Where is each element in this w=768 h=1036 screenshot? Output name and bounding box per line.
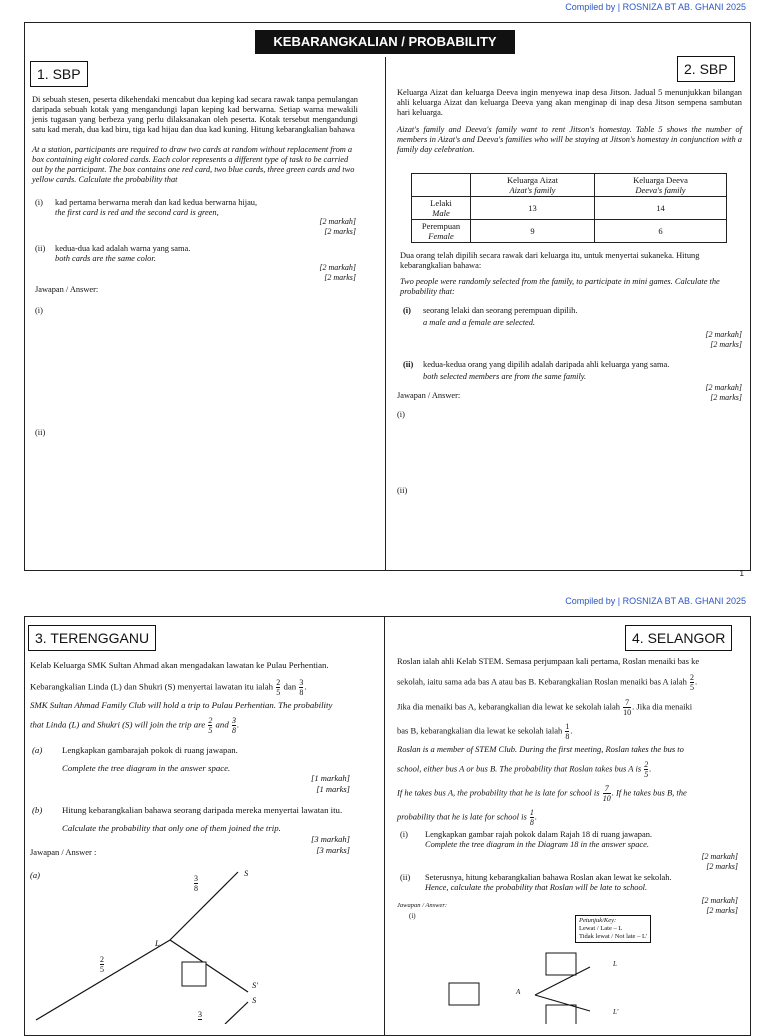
- q4-line-6: school, either bus A or bus B. The probability that Roslan takes bus A is $\frac{2}{5}$ .: [397, 760, 652, 779]
- q3-answer-heading: Jawapan / Answer :: [30, 847, 97, 857]
- denominator: 5: [690, 683, 694, 692]
- denominator: 8: [529, 818, 534, 827]
- marks-english: [2 marks]: [324, 272, 356, 282]
- q2-answer-i-label: (i): [397, 410, 405, 419]
- q3-line-1: Kelab Keluarga SMK Sultan Ahmad akan mengadakan lawatan ke Pulau Perhentian.: [30, 660, 329, 670]
- conjunction: and: [215, 719, 229, 730]
- q3-part-a-english: Complete the tree diagram in the answer space.: [62, 763, 231, 773]
- tree-branch: [170, 872, 238, 940]
- q4-line-2-text: sekolah, iaitu sama ada bas A atau bas B. Kebarangkalian Roslan menaiki bas A ialah: [397, 676, 687, 687]
- q1-part-i-marks: [319, 217, 356, 236]
- denominator: 8: [299, 688, 304, 697]
- header-english: Aizat's family: [509, 185, 556, 195]
- q2-part-i-label: (i): [403, 306, 411, 315]
- answer-box[interactable]: [182, 962, 206, 986]
- table-cell: 13: [471, 197, 595, 220]
- column-divider: [385, 57, 386, 570]
- marks-malay: [2 markah]: [701, 896, 738, 905]
- denominator: 5: [644, 770, 649, 779]
- fraction-three-eighths: [299, 678, 303, 697]
- q4-line-1: Roslan ialah ahli Kelab STEM. Semasa perjumpaan kali pertama, Roslan menaiki bas ke: [397, 656, 700, 666]
- answer-box[interactable]: [546, 953, 576, 975]
- q3-line-4-text: that Linda (L) and Shukri (S) will join the trip are: [30, 719, 206, 730]
- q4-part-i-marks: [701, 852, 738, 871]
- denominator: 8: [194, 884, 198, 893]
- tree-label-L: L: [613, 960, 617, 968]
- column-divider: [384, 617, 385, 1035]
- q3-line-3: SMK Sultan Ahmad Family Club will hold a trip to Pulau Perhentian. The probability: [30, 700, 333, 710]
- tree-label-A: A: [516, 988, 521, 996]
- q4-part-i-label: (i): [400, 830, 408, 839]
- q4-line-3: [397, 698, 742, 717]
- tree-label-S: S: [244, 868, 249, 878]
- q1-part-i-label: (i): [35, 198, 43, 207]
- table-cell: 6: [594, 220, 726, 243]
- q4-line-2: sekolah, iaitu sama ada bas A atau bas B. Kebarangkalian Roslan menaiki bas A ialah $\frac{2}{5}$ .: [397, 673, 698, 692]
- table-cell: 14: [594, 197, 726, 220]
- q3-part-a-malay: Lengkapkan gambarajah pokok di ruang jawapan.: [62, 745, 238, 755]
- tree-label-L-prime: L': [613, 1008, 619, 1016]
- q1-part-ii-marks: [319, 263, 356, 282]
- numerator: 2: [100, 955, 104, 964]
- question-2-malay-text: Keluarga Aizat dan keluarga Deeva ingin menyewa inap desa Jitson. Jadual 5 menunjukkan bilangan ahli keluarga Aizat dan keluarga Deeva yang akan menginap di inap desa Jitson sempena sambutan hari keluarga.: [397, 88, 742, 117]
- table-header-aizat: [471, 174, 595, 197]
- q2-answer-ii-label: (ii): [397, 486, 408, 495]
- marks-malay: [2 markah]: [705, 330, 742, 339]
- header-english: Deeva's family: [635, 185, 686, 195]
- answer-box[interactable]: [449, 983, 479, 1005]
- denominator: 10: [623, 708, 632, 717]
- header-malay: Keluarga Deeva: [633, 175, 688, 185]
- compiler-credit: Compiled by | ROSNIZA BT AB. GHANI 2025: [565, 2, 746, 12]
- fraction-one-eighth: [530, 808, 534, 827]
- page-number: 1: [739, 569, 744, 578]
- tree-fraction-bottom: 3: [198, 1010, 202, 1019]
- q3-answer-a-label: (a): [30, 870, 40, 880]
- q4-line-7-tail: . If he takes bus B, the: [611, 787, 687, 798]
- question-2-tag: 2. SBP: [677, 56, 735, 82]
- answer-box[interactable]: [546, 1005, 576, 1024]
- row-malay: Perempuan: [421, 221, 461, 231]
- q3-part-b-marks: [311, 834, 350, 856]
- tree-diagram-roslan: [425, 945, 665, 1024]
- q4-line-3-tail: . Jika dia menaiki: [632, 701, 693, 712]
- numerator: 7: [604, 784, 609, 793]
- q4-answer-heading: Jawapan / Answer:: [397, 902, 448, 909]
- marks-malay: [2 markah]: [705, 383, 742, 392]
- page-title: KEBARANGKALIAN / PROBABILITY: [255, 30, 515, 54]
- numerator: 2: [208, 716, 213, 725]
- marks-malay: [2 markah]: [319, 217, 356, 226]
- q1-part-i-malay: kad pertama berwarna merah dan kad kedua berwarna hijau,: [55, 198, 258, 207]
- numerator: 7: [625, 698, 630, 707]
- key-item-not-late: Tidak lewat / Not late – L': [579, 933, 648, 940]
- q4-part-ii-label: (ii): [400, 873, 411, 882]
- denominator: 5: [100, 965, 104, 974]
- tree-label-S-lower: S: [252, 995, 257, 1005]
- row-malay: Lelaki: [430, 198, 452, 208]
- marks-english: [2 marks]: [706, 861, 738, 871]
- q4-line-4-text: bas B, kebarangkalian dia lewat ke sekolah ialah: [397, 725, 563, 736]
- fraction-three-eighths: [232, 716, 236, 735]
- q2-part-ii-label: (ii): [403, 360, 414, 369]
- key-title: Petunjuk/Key:: [579, 917, 617, 924]
- q1-answer-i-label: (i): [35, 306, 43, 315]
- q2-part-i-malay: seorang lelaki dan seorang perempuan dipilih.: [423, 306, 578, 315]
- tree-fraction-left: [100, 955, 104, 974]
- row-english: Male: [432, 208, 450, 218]
- q4-line-5: Roslan is a member of STEM Club. During the first meeting, Roslan takes the bus to: [397, 744, 684, 754]
- q2-part-ii-malay: kedua-kedua orang yang dipilih adalah daripada ahli keluarga yang sama.: [423, 360, 670, 369]
- q1-part-ii-english: both cards are the same color.: [55, 254, 156, 263]
- question-1-tag: 1. SBP: [30, 61, 88, 87]
- q3-line-2-text: Kebarangkalian Linda (L) dan Shukri (S) menyertai lawatan itu ialah: [30, 681, 274, 692]
- family-members-table: [411, 173, 727, 243]
- question-1-english-text: At a station, participants are required to draw two cards at random without replacement from a box containing eight colored cards. Each color represents a different type of task to be carried out by the participant. The box contains one red card, two blue cards, three green cards and two yellow cards. Calculate the probability that: [32, 145, 355, 184]
- marks-malay: [1 markah]: [311, 773, 350, 783]
- fraction-seven-tenths: [623, 698, 631, 717]
- q4-line-7: [397, 784, 742, 803]
- q4-line-8: probability that he is late for school is $\frac{1}{8}$ .: [397, 808, 538, 827]
- fraction-two-fifths: [644, 760, 648, 779]
- question-1-malay-text: Di sebuah stesen, peserta dikehendaki mencabut dua keping kad secara rawak tanpa pemulangan daripada sebuah kotak yang mengandungi lapan keping kad berwarna. Setiap warna mewakili jenis tugasan yang berbeza yang perlu dilaksanakan oleh peserta. Kotak tersebut mengandungi satu kad merah, dua kad biru, tiga kad hijau dan dua kad kuning. Hitung kebarangkalian bahawa: [32, 95, 358, 134]
- numerator: 3: [299, 678, 304, 687]
- tree-fraction-top: [194, 874, 198, 893]
- table-row-female-label: [412, 220, 471, 243]
- table-header-deeva: [594, 174, 726, 197]
- table-row-male-label: [412, 197, 471, 220]
- q2-part-i-english: a male and a female are selected.: [423, 318, 536, 327]
- key-item-late: Lewat / Late – L: [579, 925, 623, 932]
- q4-line-3-text: Jika dia menaiki bas A, kebarangkalian dia lewat ke sekolah ialah: [397, 701, 621, 712]
- numerator: 2: [690, 673, 694, 682]
- conjunction: dan: [283, 681, 297, 692]
- numerator: 3: [231, 716, 236, 725]
- q4-part-i-english: Complete the tree diagram in the Diagram 18 in the answer space.: [425, 840, 649, 849]
- q3-part-b-label: (b): [32, 805, 43, 815]
- tree-label-S-prime: S': [252, 980, 259, 990]
- denominator: 8: [565, 732, 570, 741]
- q2-part-ii-english: both selected members are from the same family.: [423, 372, 587, 381]
- numerator: 2: [276, 678, 281, 687]
- row-english: Female: [428, 231, 454, 241]
- q4-line-6-text: school, either bus A or bus B. The probability that Roslan takes bus A is: [397, 763, 642, 774]
- denominator: 5: [208, 726, 213, 735]
- question-4-tag: 4. SELANGOR: [625, 625, 732, 651]
- q2-part-i-marks: [705, 330, 742, 349]
- q3-line-2: Kebarangkalian Linda (L) dan Shukri (S) menyertai lawatan itu ialah $\frac{2}{5}$ dan $\frac{3}{8}$ .: [30, 678, 307, 697]
- question-2-malay-text-2: Dua orang telah dipilih secara rawak dari keluarga itu, untuk menyertai sukaneka. Hitung kebarangkalian bahawa:: [400, 251, 700, 270]
- numerator: 3: [194, 874, 198, 883]
- marks-malay: [2 markah]: [319, 263, 356, 272]
- tree-key-box: [575, 915, 651, 943]
- marks-english: [3 marks]: [316, 845, 350, 855]
- marks-english: [2 marks]: [710, 392, 742, 402]
- q1-part-ii-label: (ii): [35, 244, 46, 253]
- q3-part-a-marks: [311, 773, 350, 795]
- fraction-two-fifths: [276, 678, 280, 697]
- q2-part-ii-marks: [705, 383, 742, 402]
- q1-answer-ii-label: (ii): [35, 428, 46, 437]
- fraction-seven-tenths: [603, 784, 611, 803]
- denominator: 10: [602, 794, 611, 803]
- fraction-two-fifths: [690, 673, 694, 692]
- marks-english: [2 marks]: [706, 905, 738, 915]
- question-2-english-text-2: Two people were randomly selected from the family, to participate in mini games. Calculate the probability that:: [400, 277, 720, 296]
- denominator: 8: [231, 726, 236, 735]
- tree-branch: [225, 1002, 248, 1024]
- tree-label-L: L: [155, 938, 160, 948]
- q4-line-4: bas B, kebarangkalian dia lewat ke sekolah ialah $\frac{1}{8}$ .: [397, 722, 573, 741]
- marks-english: [2 marks]: [324, 226, 356, 236]
- q4-part-i-malay: Lengkapkan gambar rajah pokok dalam Rajah 18 di ruang jawapan.: [425, 830, 652, 839]
- fraction-one-eighth: [565, 722, 569, 741]
- marks-english: [1 marks]: [316, 784, 350, 794]
- tree-branch: [36, 940, 170, 1020]
- q3-part-b-english: Calculate the probability that only one of them joined the trip.: [62, 823, 281, 833]
- table-corner-cell: [412, 174, 471, 197]
- compiler-credit-2: Compiled by | ROSNIZA BT AB. GHANI 2025: [565, 596, 746, 606]
- table-cell: 9: [471, 220, 595, 243]
- q4-answer-i-label: (i): [409, 912, 416, 920]
- marks-malay: [3 markah]: [311, 834, 350, 844]
- q2-answer-heading: Jawapan / Answer:: [397, 391, 461, 400]
- q4-line-7-text: If he takes bus A, the probability that he is late for school is: [397, 787, 600, 798]
- q3-line-4: that Linda (L) and Shukri (S) will join the trip are $\frac{2}{5}$ and $\frac{3}{8}$ .: [30, 716, 240, 735]
- header-malay: Keluarga Aizat: [506, 175, 559, 185]
- question-3-tag: 3. TERENGGANU: [28, 625, 156, 651]
- tree-diagram-linda-shukri: [30, 860, 330, 1024]
- q4-part-ii-malay: Seterusnya, hitung kebarangkalian bahawa Roslan akan lewat ke sekolah.: [425, 873, 672, 882]
- denominator: 5: [276, 688, 281, 697]
- q3-part-a-label: (a): [32, 745, 43, 755]
- numerator: 1: [565, 722, 570, 731]
- q4-part-ii-marks: [701, 896, 738, 915]
- marks-english: [2 marks]: [710, 339, 742, 349]
- q1-part-i-english: the first card is red and the second card is green,: [55, 208, 219, 217]
- numerator: 1: [529, 808, 534, 817]
- numerator: 2: [644, 760, 649, 769]
- q4-part-ii-english: Hence, calculate the probability that Roslan will be late to school.: [425, 883, 648, 892]
- q1-answer-heading: Jawapan / Answer:: [35, 285, 99, 294]
- fraction-two-fifths: [208, 716, 212, 735]
- marks-malay: [2 markah]: [701, 852, 738, 861]
- question-2-english-text: Aizat's family and Deeva's family want to rent Jitson's homestay. Table 5 shows the number of members in Aizat's and Deeva's families who will be staying at Jitson's homestay in conjunction with a family day celebration.: [397, 125, 742, 154]
- q1-part-ii-malay: kedua-dua kad adalah warna yang sama.: [55, 244, 191, 253]
- q3-part-b-malay: Hitung kebarangkalian bahawa seorang daripada mereka menyertai lawatan itu.: [62, 805, 343, 815]
- q4-line-8-text: probability that he is late for school is: [397, 811, 527, 822]
